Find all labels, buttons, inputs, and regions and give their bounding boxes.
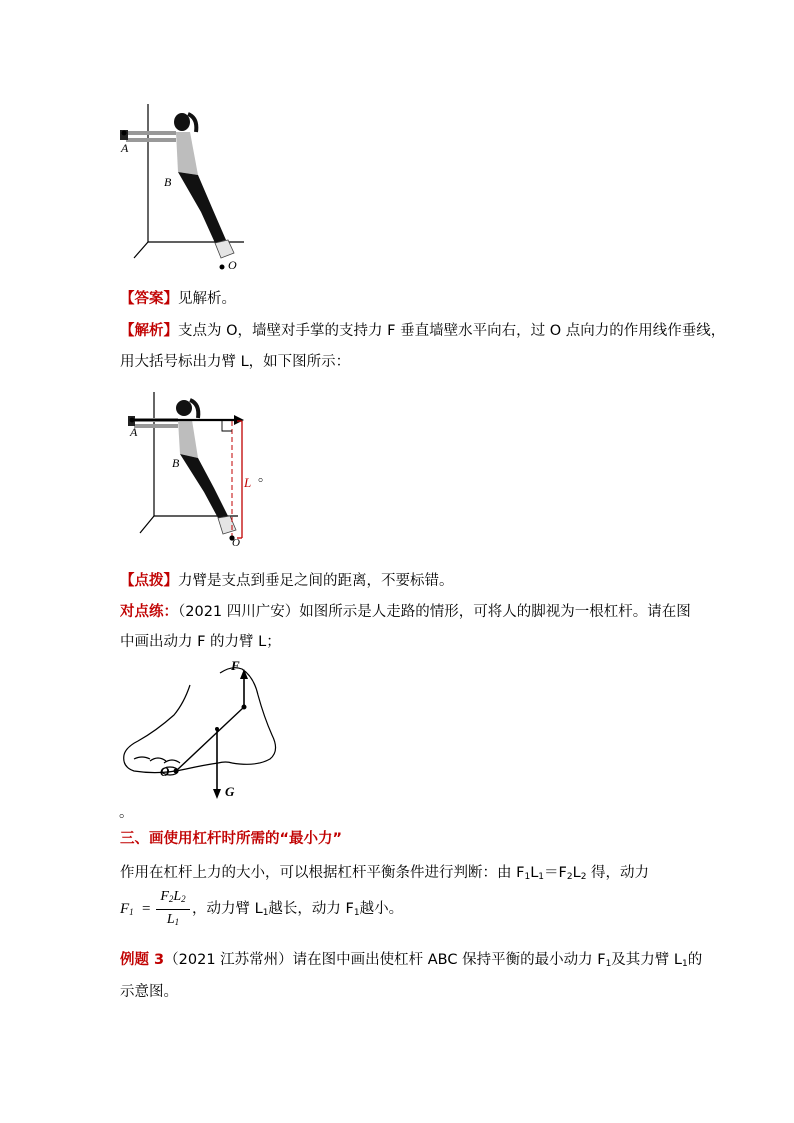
formula-num-l: L	[173, 889, 182, 904]
intro-sub-3: 2	[566, 872, 573, 882]
formula-lhs-symbol: F	[120, 901, 130, 917]
fulcrum-o-dot	[174, 769, 179, 774]
intro-sub-2: 1	[538, 872, 545, 882]
intro-sub-1: 1	[524, 872, 531, 882]
formula-denominator	[156, 911, 190, 931]
example-text-a: （2021 江苏常州）请在图中画出使杠杆 ABC 保持平衡的最小动力 F	[164, 952, 606, 968]
intro-text-d: L	[572, 865, 581, 881]
force-point-dot	[242, 705, 247, 710]
tip-text: 力臂是支点到垂足之间的距离，不要标错。	[178, 573, 454, 589]
formula-text-b: 越长，动力 F	[268, 901, 354, 917]
practice-tag: 对点练：	[120, 604, 178, 620]
formula-text-a: ，动力臂 L	[192, 901, 263, 917]
analysis-text-1: 支点为 O，墙壁对手掌的支持力 F 垂直墙壁水平向右，过 O 点向力的作用线作垂线，	[178, 323, 726, 339]
figure-wall-pushup	[118, 100, 258, 272]
label-a: A	[121, 141, 129, 155]
analysis-tag: 【解析】	[120, 323, 178, 339]
analysis-line-2: 用大括号标出力臂 L，如下图所示：	[120, 354, 351, 370]
formula-text-c: 越小。	[359, 901, 404, 917]
answer-text: 见解析。	[178, 291, 236, 307]
example-line-2: 示意图。	[120, 984, 178, 1000]
label-o-2: O	[232, 537, 240, 549]
label-o-3: O	[160, 764, 170, 779]
tip-line	[120, 571, 454, 591]
tip-tag: 【点拨】	[120, 573, 178, 589]
end-mark: 。	[119, 805, 134, 821]
example-text-c: 的	[687, 952, 703, 968]
figure-foot-lever	[120, 655, 280, 805]
label-g: G	[225, 784, 235, 799]
label-l: L	[244, 475, 252, 490]
intro-text-e: 得，动力	[586, 865, 650, 881]
formula-num-f-sub: 2	[168, 894, 174, 904]
formula-num-f: F	[160, 889, 169, 904]
point-o-dot	[220, 265, 225, 270]
section-title: 三、画使用杠杆时所需的“最小力”	[120, 831, 343, 847]
example-tag: 例题 3	[120, 952, 165, 968]
example-line-1	[120, 950, 702, 974]
formula-text	[192, 899, 403, 923]
label-b: B	[164, 175, 172, 189]
intro-text-a: 作用在杠杆上力的大小，可以根据杠杆平衡条件进行判断：由 F	[120, 865, 525, 881]
formula-numerator	[156, 888, 190, 908]
point-a-dot-2	[130, 418, 135, 423]
practice-line-2: 中画出动力 F 的力臂 L；	[120, 634, 281, 650]
formula-den-l-sub: 1	[174, 917, 180, 927]
label-o: O	[228, 258, 237, 272]
force-f-arrow-foot	[240, 669, 248, 707]
example-sub-a: 1	[605, 959, 612, 969]
label-b-2: B	[172, 456, 180, 470]
formula-fraction	[156, 888, 190, 931]
practice-line-1	[120, 602, 691, 622]
analysis-line-1	[120, 321, 725, 341]
formula-den-l: L	[166, 912, 175, 927]
lever-arm-bracket	[237, 421, 242, 538]
figure-wall-pushup-lever-arm	[126, 388, 286, 548]
intro-text-c: ＝F	[544, 865, 567, 881]
figure2-trailing-mark: 。	[258, 469, 272, 485]
foot-outline	[124, 668, 276, 775]
formula-num-l-sub: 2	[181, 894, 186, 904]
formula-lhs	[120, 900, 134, 921]
formula-sub-a: 1	[262, 908, 269, 918]
formula-lhs-sub: 1	[129, 907, 134, 917]
gravity-point-dot	[215, 727, 219, 731]
formula-equals: =	[142, 901, 151, 917]
answer-tag: 【答案】	[120, 291, 178, 307]
intro-sub-4: 2	[580, 872, 587, 882]
fraction-bar	[156, 909, 190, 910]
answer-line	[120, 289, 236, 309]
intro-line	[120, 863, 649, 887]
example-sub-b: 1	[681, 959, 688, 969]
formula-line	[120, 888, 540, 932]
lever-line	[176, 707, 244, 771]
practice-text-1: （2021 四川广安）如图所示是人走路的情形，可将人的脚视为一根杠杆。请在图	[178, 604, 691, 620]
point-a-dot	[122, 131, 127, 136]
label-f: F	[231, 658, 240, 673]
person-silhouette	[120, 113, 234, 258]
intro-text-b: L	[530, 865, 539, 881]
label-a-2: A	[130, 425, 138, 439]
example-text-b: 及其力臂 L	[611, 952, 682, 968]
formula-sub-b: 1	[353, 908, 360, 918]
